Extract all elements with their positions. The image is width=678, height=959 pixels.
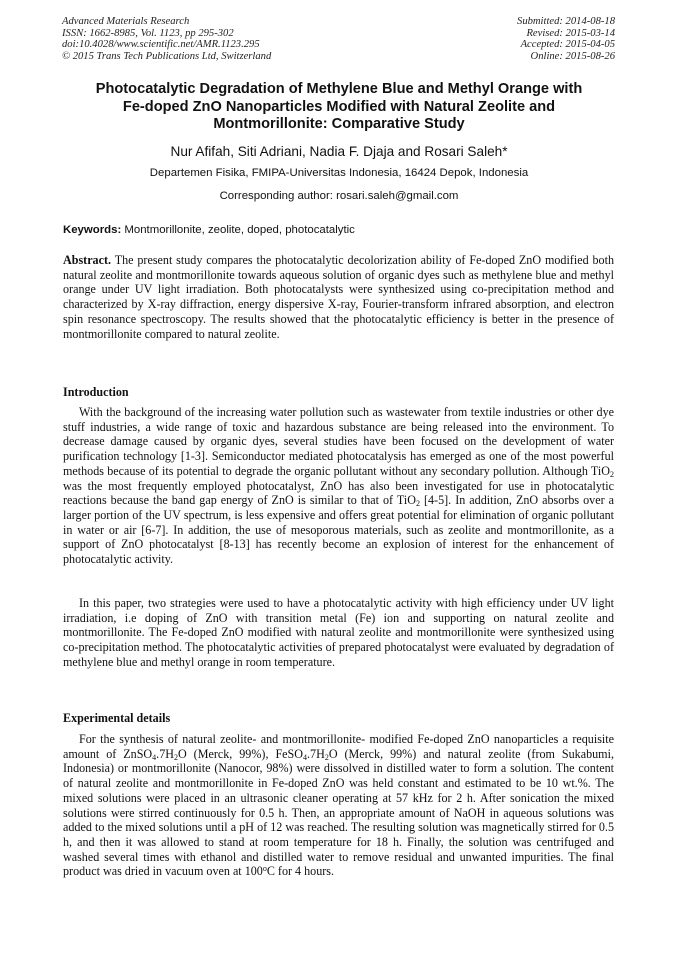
keywords-text: Montmorillonite, zeolite, doped, photocatalytic bbox=[121, 224, 355, 236]
subscript: 4 bbox=[152, 752, 157, 762]
journal-issn: ISSN: 1662-8985, Vol. 1123, pp 295-302 bbox=[62, 27, 234, 39]
text-run: O (Merck, 99%) and natural zeolite (from Sukabumi, Indonesia) or montmorillonite (Nanocor, 98%) were dissolved in distilled water to form a solution. The content of natural zeolite and montmorillonite in Fe-doped ZnO was held constant and estimated to be 10 wt.%. The mixed solutions were placed in an ultrasonic cleaner operating at 57 kHz for 2 h. After sonication the mixed solutions were stirred continuously for 0.5 h. Then, an appropriate amount of NaOH in aqueous solutions was added to the mixed solutions until a pH of 12 was reached. The resulting solution was magnetically stirred for 0.5 h, and then it was allowed to stand at room temperature for 18 h. Finally, the solution was centrifuged and washed several times with ethanol and distilled water to remove residual and unwanted impurities. The final product was dried in vacuum oven at 100 bbox=[63, 746, 614, 879]
date-accepted: Accepted: 2015-04-05 bbox=[520, 39, 615, 51]
journal-info bbox=[62, 16, 271, 62]
date-revised: Revised: 2015-03-14 bbox=[526, 27, 615, 39]
subscript: 4 bbox=[303, 752, 307, 762]
abstract-text: The present study compares the photocatalytic decolorization ability of Fe-doped ZnO modified both natural zeolite and montmorillonite towards aqueous solution of organic dyes such as methylene blue and methyl orange under UV light irradiation. Both photocatalysts were synthesized using co-precipitation method and characterized by X-ray diffraction, energy dispersive X-ray, Fourier-transform infrared absorption, and electron spin resonance spectroscopy. The results showed that the photocatalytic efficiency is better in the presence of montmorillonite compared to natural zeolite. bbox=[63, 253, 614, 341]
paper-title bbox=[40, 81, 638, 134]
submission-dates bbox=[517, 16, 615, 62]
section-heading-introduction: Introduction bbox=[63, 385, 129, 399]
subscript: 2 bbox=[415, 499, 420, 509]
date-online: Online: 2015-08-26 bbox=[530, 50, 615, 62]
keywords-label: Keywords: bbox=[63, 224, 122, 236]
section-heading-experimental: Experimental details bbox=[63, 711, 171, 725]
subscript: 2 bbox=[173, 752, 178, 762]
journal-doi: doi:10.4028/www.scientific.net/AMR.1123.295 bbox=[62, 39, 260, 51]
text-run: O (Merck, 99%), FeSO bbox=[177, 746, 303, 761]
abstract-label: Abstract. bbox=[63, 253, 112, 267]
text-run: was the most frequently employed photocatalyst, ZnO has also been investigated for use in photocatalytic reactions because the band gap energy of ZnO is similar to that of TiO bbox=[63, 478, 614, 508]
abstract bbox=[63, 253, 614, 341]
superscript: o bbox=[262, 864, 267, 874]
title-line: Photocatalytic Degradation of Methylene Blue and Methyl Orange with bbox=[95, 81, 583, 97]
journal-name: Advanced Materials Research bbox=[62, 16, 190, 27]
subscript: 2 bbox=[610, 469, 614, 479]
text-run: C for 4 hours. bbox=[266, 864, 335, 879]
text-run: With the background of the increasing water pollution such as wastewater from textile industries or other dye stuff industries, a wide range of toxic and hazardous substance are being released into the environment. To decrease damage caused by organic dyes, several studies have been focused on the development of water purification technology [1-3]. Semiconductor mediated photocatalysis has emerged as one of the most powerful methods because of its potential to degrade the organic pollutant without any secondary pollution. Although TiO bbox=[63, 405, 614, 478]
text-run: [4-5]. In addition, ZnO absorbs over a larger portion of the UV spectrum, is less expensive and offers great potential for elimination of organic pollutant in water or air [6-7]. In addition, the use of mesoporous materials, such as zeolite and montmorillonite, as a support of ZnO photocatalyst [8-13] has recently become an explosion of interest for the enhancement of photocatalytic activity. bbox=[63, 493, 614, 567]
introduction-paragraph-1 bbox=[63, 405, 614, 567]
date-submitted: Submitted: 2014-08-18 bbox=[517, 16, 615, 27]
text-run: .7H bbox=[156, 746, 174, 761]
introduction-paragraph-2: In this paper, two strategies were used to have a photocatalytic activity with high efficiency under UV light irradiation, i.e doping of ZnO with transition metal (Fe) ion and supporting on natural zeolite and montmorillonite. The Fe-doped ZnO modified with natural zeolite and montmorillonite were synthesized using co-precipitation method. The photocatalytic activities of prepared photocatalyst were evaluated by degradation of methylene blue and methyl orange in room temperature. bbox=[63, 596, 614, 669]
experimental-paragraph-1 bbox=[63, 732, 614, 879]
corresponding-author: Corresponding author: rosari.saleh@gmail.com bbox=[219, 190, 459, 202]
title-line: Fe-doped ZnO Nanoparticles Modified with Natural Zeolite and bbox=[122, 98, 556, 115]
keywords bbox=[63, 223, 615, 238]
subscript: 2 bbox=[324, 752, 329, 762]
author-affiliation: Departemen Fisika, FMIPA-Universitas Indonesia, 16424 Depok, Indonesia bbox=[149, 167, 529, 179]
text-run: For the synthesis of natural zeolite- and montmorillonite- modified Fe-doped ZnO nanoparticles a requisite amount of ZnSO bbox=[63, 732, 614, 761]
text-run: .7H bbox=[307, 746, 325, 761]
journal-copyright: © 2015 Trans Tech Publications Ltd, Switzerland bbox=[62, 50, 272, 62]
title-line: Montmorillonite: Comparative Study bbox=[213, 116, 465, 132]
author-list: Nur Afifah, Siti Adriani, Nadia F. Djaja and Rosari Saleh* bbox=[170, 144, 508, 159]
